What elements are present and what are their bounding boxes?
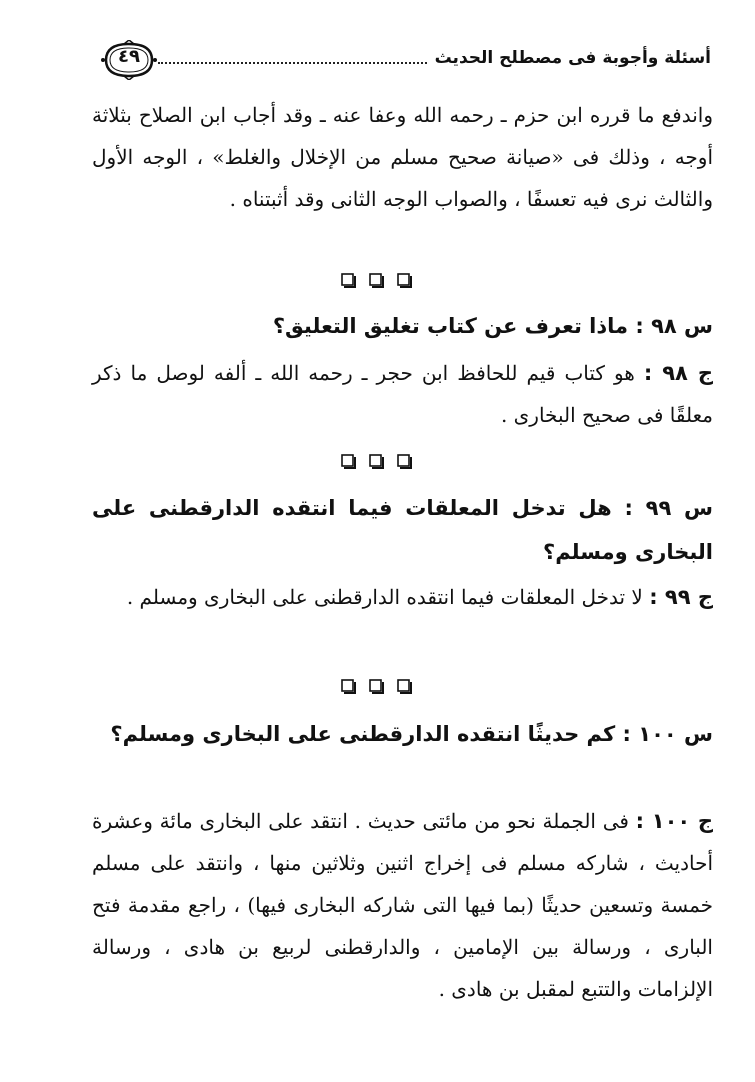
question-98 bbox=[92, 304, 713, 348]
page-number: ٤٩ bbox=[118, 46, 140, 67]
section-separator bbox=[0, 270, 755, 292]
answer-label: ج ١٠٠ : bbox=[635, 809, 714, 833]
section-separator bbox=[0, 451, 755, 473]
question-99 bbox=[92, 486, 713, 574]
answer-label: ج ٩٩ : bbox=[649, 585, 713, 609]
header-title: أسئلة وأجوبة فى مصطلح الحديث bbox=[429, 48, 711, 68]
question-text: كم حديثًا انتقده الدارقطنى على البخارى ومسلم؟ bbox=[110, 722, 616, 746]
question-text: ماذا تعرف عن كتاب تغليق التعليق؟ bbox=[272, 314, 629, 338]
question-label: س ١٠٠ : bbox=[622, 722, 713, 746]
question-label: س ٩٩ : bbox=[624, 496, 713, 520]
answer-99 bbox=[92, 576, 713, 618]
question-text: هل تدخل المعلقات فيما انتقده الدارقطنى على البخارى ومسلم؟ bbox=[92, 496, 713, 564]
answer-label: ج ٩٨ : bbox=[643, 361, 713, 385]
box-separator-icon bbox=[338, 270, 418, 290]
answer-100 bbox=[92, 800, 713, 1010]
running-header bbox=[96, 34, 711, 84]
section-separator bbox=[0, 676, 755, 698]
answer-text: فى الجملة نحو من مائتى حديث . انتقد على البخارى مائة وعشرة أحاديث ، شاركه مسلم فى إخراج اثنين وثلاثين منها ، وانتقد على مسلم خمسة وتسعين حديثًا (بما فيها التى شاركه البخارى فيها) ، راجع مقدمة فتح البارى ، ورسالة بين الإمامين ، والدارقطنى لربيع بن هادى ، ورسالة الإلزامات والتتبع لمقبل بن هادى . bbox=[92, 809, 713, 1001]
answer-text: هو كتاب قيم للحافظ ابن حجر ـ رحمه الله ـ ألفه لوصل ما ذكر معلقًا فى صحيح البخارى . bbox=[92, 361, 713, 427]
question-label: س ٩٨ : bbox=[635, 314, 713, 338]
answer-98 bbox=[92, 352, 713, 436]
box-separator-icon bbox=[338, 451, 418, 471]
intro-paragraph: واندفع ما قرره ابن حزم ـ رحمه الله وعفا عنه ـ وقد أجاب ابن الصلاح بثلاثة أوجه ، وذلك فى «صيانة صحيح مسلم من الإخلال والغلط» ، الوجه الأول والثالث نرى فيه تعسفًا ، والصواب الوجه الثانى وقد أثبتناه . bbox=[92, 103, 713, 211]
box-separator-icon bbox=[338, 676, 418, 696]
question-100 bbox=[92, 712, 713, 756]
answer-text: لا تدخل المعلقات فيما انتقده الدارقطنى على البخارى ومسلم . bbox=[126, 585, 643, 609]
